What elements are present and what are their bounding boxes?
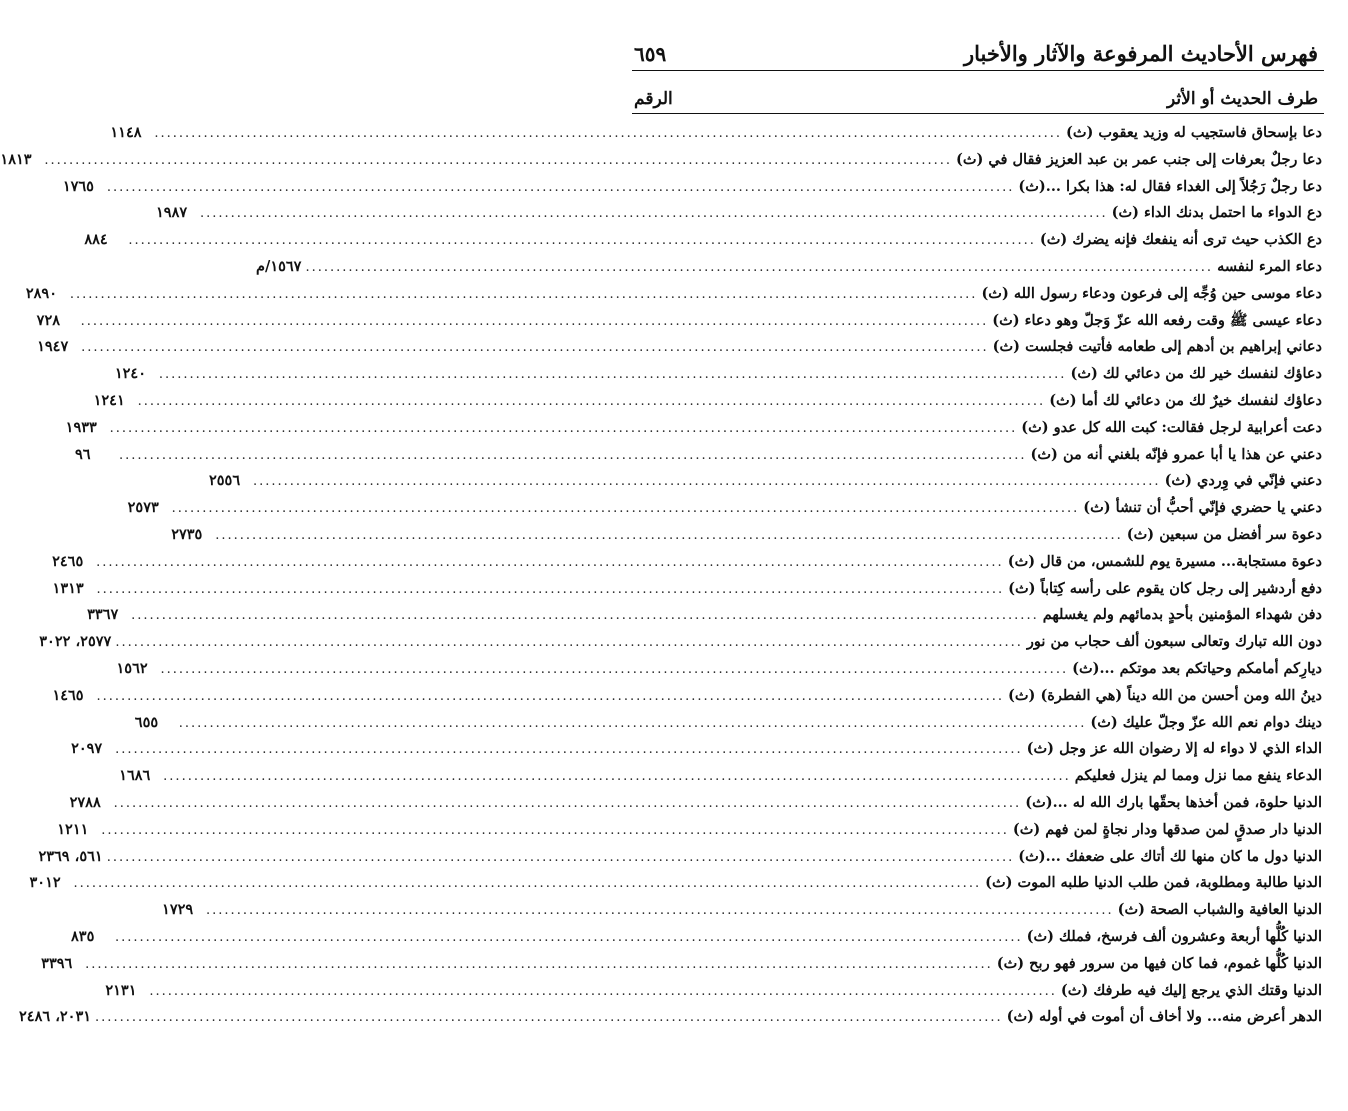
dot-leader: ....................................................................................................................................................	[96, 581, 1005, 597]
dot-leader: ....................................................................................................................................................	[149, 983, 1057, 999]
entry-number: ٥٦١، ٢٣٦٩	[38, 847, 103, 865]
entry-text: دع الدواء ما احتمل بدنك الداء (ث)	[1111, 204, 1322, 222]
entry-number: ٢٤٦٥	[52, 552, 84, 570]
entry-number: ١١٤٨	[110, 124, 142, 141]
entry-text: الدنيا وقتك الذي يرجع إليك فيه طرفك (ث)	[1060, 981, 1322, 999]
index-entry	[52, 683, 1324, 710]
entry-number: ٢٠٩٧	[71, 740, 103, 758]
entry-number: ١٢٤٠	[114, 365, 147, 383]
entry-number: ٢٥٧٣	[127, 499, 159, 517]
entry-text: الدنيا العافية والشباب الصحة (ث)	[1117, 901, 1322, 919]
entry-number: ٦٥٥	[134, 713, 159, 731]
entry-number: ٨٨٤	[84, 231, 108, 249]
index-page	[0, 30, 1324, 1031]
dot-leader: ....................................................................................................................................................	[137, 393, 1046, 409]
index-entry	[38, 844, 1324, 871]
dot-leader: ....................................................................................................................................................	[160, 661, 1069, 677]
index-entry	[36, 308, 1324, 335]
dot-leader: ....................................................................................................................................................	[118, 447, 1027, 463]
entry-number: ١٣١٣	[52, 579, 84, 597]
dot-leader: ....................................................................................................................................................	[96, 554, 1004, 570]
entry-text: دعاؤك لنفسك خير لك من دعائي لك (ث)	[1070, 365, 1322, 383]
dot-leader: ....................................................................................................................................................	[128, 233, 1036, 249]
entry-text: دعاؤك لنفسك خيرٌ لك من دعائي لك أما (ث)	[1049, 391, 1322, 409]
column-heading-number: الرقم	[634, 89, 673, 109]
index-entry	[74, 442, 1324, 469]
dot-leader: ....................................................................................................................................................	[158, 367, 1067, 383]
entry-number: ١٥٦٧/م	[256, 257, 302, 275]
entry-text: دعوة مستجابة... مسيرة يوم للشمس، من قال (ث)	[1007, 552, 1322, 570]
dot-leader: ....................................................................................................................................................	[215, 527, 1123, 543]
entry-number: ٩٦	[74, 445, 91, 463]
dot-leader: ....................................................................................................................................................	[131, 608, 1039, 624]
dot-leader: ....................................................................................................................................................	[115, 929, 1023, 945]
index-entry	[208, 468, 1324, 495]
entry-number: ١٤٦٥	[52, 686, 84, 704]
dot-leader: ....................................................................................................................................................	[85, 956, 993, 972]
dot-leader: ....................................................................................................................................................	[178, 715, 1087, 731]
entry-text: دع الكذب حيث ترى أنه ينفعك فإنه يضرك (ث)	[1039, 231, 1322, 249]
entry-text: الداء الذي لا دواء له إلا رضوان الله عز وجل (ث)	[1026, 740, 1322, 758]
entry-number: ١٦٨٦	[119, 767, 151, 785]
index-entry	[37, 334, 1324, 361]
entry-number: ٧٢٨	[36, 311, 61, 329]
entry-number: ٢٠٣١، ٢٤٨٦	[19, 1008, 92, 1026]
entry-number: ١٧٢٩	[162, 901, 194, 919]
index-entry	[119, 763, 1324, 790]
index-entry	[62, 174, 1324, 201]
dot-leader: ....................................................................................................................................................	[81, 340, 989, 356]
entry-text: دعا رجلٌ بعرفات إلى جنب عمر بن عبد العزيز فقال في (ث)	[956, 150, 1322, 168]
entry-number: ١٨١٣	[0, 150, 32, 168]
dot-leader: ....................................................................................................................................................	[171, 501, 1080, 517]
column-heading-hadith: طرف الحديث أو الأثر	[1167, 89, 1318, 109]
dot-leader: ....................................................................................................................................................	[96, 688, 1005, 704]
entry-number: ٣٣٩٦	[41, 954, 73, 972]
index-entry	[69, 790, 1324, 817]
entry-text: دفع أردشير إلى رجل كان يقوم على رأسه كِتاباً (ث)	[1008, 579, 1322, 597]
index-entry	[25, 281, 1324, 308]
entry-number: ١٧٦٥	[62, 177, 94, 195]
entry-number: ١٢٤١	[93, 391, 125, 409]
entry-number: ١٩٤٧	[37, 338, 69, 356]
dot-leader: ....................................................................................................................................................	[154, 126, 1062, 141]
index-entry	[171, 522, 1324, 549]
dot-leader: ....................................................................................................................................................	[101, 822, 1009, 838]
index-entry	[65, 415, 1324, 442]
entry-text: الدنيا حلوة، فمن أخذها بحقّها بارك الله له ...(ث)	[1025, 793, 1322, 811]
index-entry	[71, 736, 1324, 763]
entry-number: ٣٠١٢	[29, 874, 61, 892]
index-entry	[87, 602, 1324, 629]
dot-leader: ....................................................................................................................................................	[305, 259, 1214, 275]
entry-text: دعا بإسحاق فاستجيب له وزيد يعقوب (ث)	[1065, 124, 1322, 141]
entry-text: ديارِكم أمامكم وحياتكم بعد موتكم ...(ث)	[1072, 659, 1322, 677]
dot-leader: ....................................................................................................................................................	[115, 742, 1023, 758]
index-entry	[19, 1004, 1324, 1031]
entry-number: ٢٥٥٦	[208, 472, 241, 490]
entry-text: دعاء المرء لنفسه	[1217, 257, 1322, 275]
entry-number: ٢١٣١	[105, 981, 137, 999]
index-entry	[116, 656, 1324, 683]
index-entry	[0, 147, 1324, 174]
dot-leader: ....................................................................................................................................................	[44, 152, 953, 168]
page-number: ٦٥٩	[634, 42, 667, 66]
dot-leader: ....................................................................................................................................................	[95, 1010, 1003, 1026]
index-entry	[29, 870, 1324, 897]
entry-number: ١٩٣٣	[65, 418, 97, 436]
index-entry	[84, 227, 1324, 254]
entry-text: دينُ الله ومن أحسن من الله ديناً (هي الفطرة) (ث)	[1008, 686, 1322, 704]
index-entries	[0, 120, 1324, 1031]
dot-leader: ....................................................................................................................................................	[252, 474, 1161, 490]
entry-number: ١٢١١	[57, 820, 89, 838]
entry-text: دفن شهداء المؤمنين بأحدٍ بدمائهم ولم يغسلهم	[1042, 606, 1322, 624]
entry-text: دعت أعرابية لرجل فقالت: كبت الله كل عدو (ث)	[1021, 418, 1322, 436]
entry-number: ٣٣٦٧	[87, 606, 119, 624]
entry-text: دينك دوام نعم الله عزّ وجلّ عليك (ث)	[1090, 713, 1322, 731]
entry-text: الدنيا كُلُّها أربعة وعشرون ألف فرسخ، فملك (ث)	[1026, 927, 1322, 945]
dot-leader: ....................................................................................................................................................	[106, 179, 1015, 195]
index-entry	[52, 576, 1324, 603]
dot-leader: ....................................................................................................................................................	[80, 313, 989, 329]
entry-number: ٢٧٣٥	[171, 525, 203, 543]
entry-text: دعاء موسى حين وُجِّه إلى فرعون ودعاء رسول الله (ث)	[981, 284, 1322, 302]
column-headings	[632, 71, 1324, 114]
entry-number: ٢٧٨٨	[69, 793, 101, 811]
entry-text: دعاء عيسى ﷺ وقت رفعه الله عزّ وَجلّ وهو دعاء (ث)	[992, 311, 1322, 329]
index-entry	[256, 254, 1324, 281]
entry-text: دعا رجلٌ رَجُلاً إلى الغداء فقال له: هذا بكرا ...(ث)	[1018, 177, 1322, 195]
entry-number: ١٥٦٢	[116, 659, 148, 677]
index-entry	[57, 817, 1324, 844]
running-title: فهرس الأحاديث المرفوعة والآثار والأخبار	[964, 41, 1318, 66]
entry-text: الدنيا دار صدقٍ لمن صدقها ودار نجاةٍ لمن فهم (ث)	[1012, 820, 1322, 838]
dot-leader: ....................................................................................................................................................	[206, 903, 1114, 919]
dot-leader: ....................................................................................................................................................	[109, 420, 1018, 436]
entry-text: دعاني إبراهيم بن أدهم إلى طعامه فأتيت فجلست (ث)	[992, 338, 1322, 356]
entry-number: ٢٥٧٧، ٣٠٢٢	[39, 633, 112, 651]
entry-text: الدنيا طالبة ومطلوبة، فمن طلب الدنيا طلبه الموت (ث)	[985, 874, 1322, 892]
index-entry	[114, 361, 1324, 388]
index-entry	[41, 951, 1324, 978]
dot-leader: ....................................................................................................................................................	[200, 206, 1108, 222]
index-entry	[156, 200, 1324, 227]
entry-number: ٢٨٩٠	[25, 284, 57, 302]
entry-number: ١٩٨٧	[156, 204, 188, 222]
entry-text: دعني فإنّي في وِردي (ث)	[1164, 472, 1322, 490]
index-entry	[162, 897, 1324, 924]
dot-leader: ....................................................................................................................................................	[115, 635, 1023, 651]
entry-text: دون الله تبارك وتعالى سبعون ألف حجاب من نور	[1026, 633, 1322, 651]
dot-leader: ....................................................................................................................................................	[69, 286, 978, 302]
dot-leader: ....................................................................................................................................................	[113, 795, 1022, 811]
index-entry	[110, 120, 1324, 147]
entry-text: الدنيا دول ما كان منها لك أتاك على ضعفك ...(ث)	[1018, 847, 1322, 865]
dot-leader: ....................................................................................................................................................	[73, 876, 982, 892]
entry-text: الدعاء ينفع مما نزل ومما لم ينزل فعليكم	[1074, 767, 1322, 785]
index-entry	[93, 388, 1324, 415]
entry-text: دعني يا حضري فإنّي أحبُّ أن تنشأ (ث)	[1083, 499, 1322, 517]
entry-text: دعوة سر أفضل من سبعين (ث)	[1126, 525, 1322, 543]
index-entry	[71, 924, 1324, 951]
entry-text: الدنيا كُلُّها غموم، فما كان فيها من سرور فهو ربح (ث)	[996, 954, 1322, 972]
dot-leader: ....................................................................................................................................................	[163, 769, 1071, 785]
entry-text: الدهر أعرض منه... ولا أخاف أن أموت في أوله (ث)	[1006, 1008, 1322, 1026]
index-entry	[127, 495, 1324, 522]
index-entry	[39, 629, 1324, 656]
index-entry	[105, 978, 1324, 1005]
running-header	[632, 30, 1324, 71]
entry-text: دعني عن هذا يا أبا عمرو فإنّه بلغني أنه من (ث)	[1030, 445, 1322, 463]
index-entry	[134, 710, 1324, 737]
index-entry	[52, 549, 1324, 576]
dot-leader: ....................................................................................................................................................	[106, 849, 1015, 865]
entry-number: ٨٣٥	[71, 927, 95, 945]
